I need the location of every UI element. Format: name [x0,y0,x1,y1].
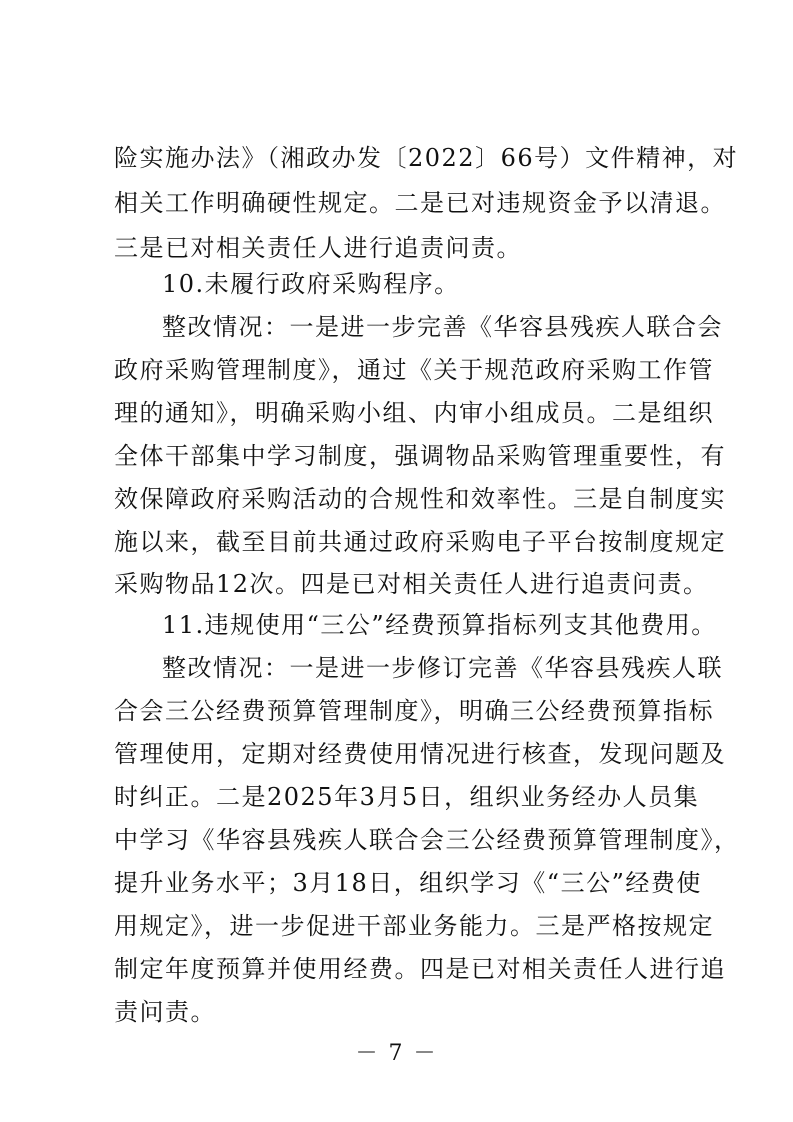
text-line: 整改情况：一是进一步完善《华容县残疾人联合会 [162,313,723,341]
text-line: 用规定》，进一步促进干部业务能力。三是严格按规定 [114,912,714,940]
page-number: － 7 － [355,1041,438,1066]
text-line: 中学习《华容县残疾人联合会三公经费预算管理制度》， [114,826,740,854]
text-line: 责问责。 [114,998,216,1026]
text-line: 政府采购管理制度》，通过《关于规范政府采购工作管 [114,356,714,384]
text-line: 采购物品12次。四是已对相关责任人进行追责问责。 [114,570,709,598]
text-line: 理的通知》，明确采购小组、内审小组成员。二是组织 [114,399,714,427]
section-heading: 10.未履行政府采购程序。 [162,270,460,298]
text-line: 相关工作明确硬性规定。二是已对违规资金予以清退。 [114,189,726,217]
text-line: 制定年度预算并使用经费。四是已对相关责任人进行追 [114,955,726,983]
text-line: 险实施办法》（湘政办发〔2022〕66号）文件精神，对 [114,144,739,172]
text-line: 效保障政府采购活动的合规性和效率性。三是自制度实 [114,485,726,513]
text-line: 提升业务水平；3月18日，组织学习《“三公”经费使 [114,869,702,897]
text-line: 施以来，截至目前共通过政府采购电子平台按制度规定 [114,528,726,556]
text-line: 时纠正。二是2025年3月5日，组织业务经办人员集 [114,783,700,811]
text-line: 整改情况：一是进一步修订完善《华容县残疾人联 [162,654,723,682]
text-line: 管理使用，定期对经费使用情况进行核查，发现问题及 [114,740,726,768]
text-line: 三是已对相关责任人进行追责问责。 [114,234,522,262]
text-line: 全体干部集中学习制度，强调物品采购管理重要性，有 [114,442,726,470]
section-heading: 11.违规使用“三公”经费预算指标列支其他费用。 [162,611,717,639]
text-line: 合会三公经费预算管理制度》，明确三公经费预算指标 [114,697,714,725]
